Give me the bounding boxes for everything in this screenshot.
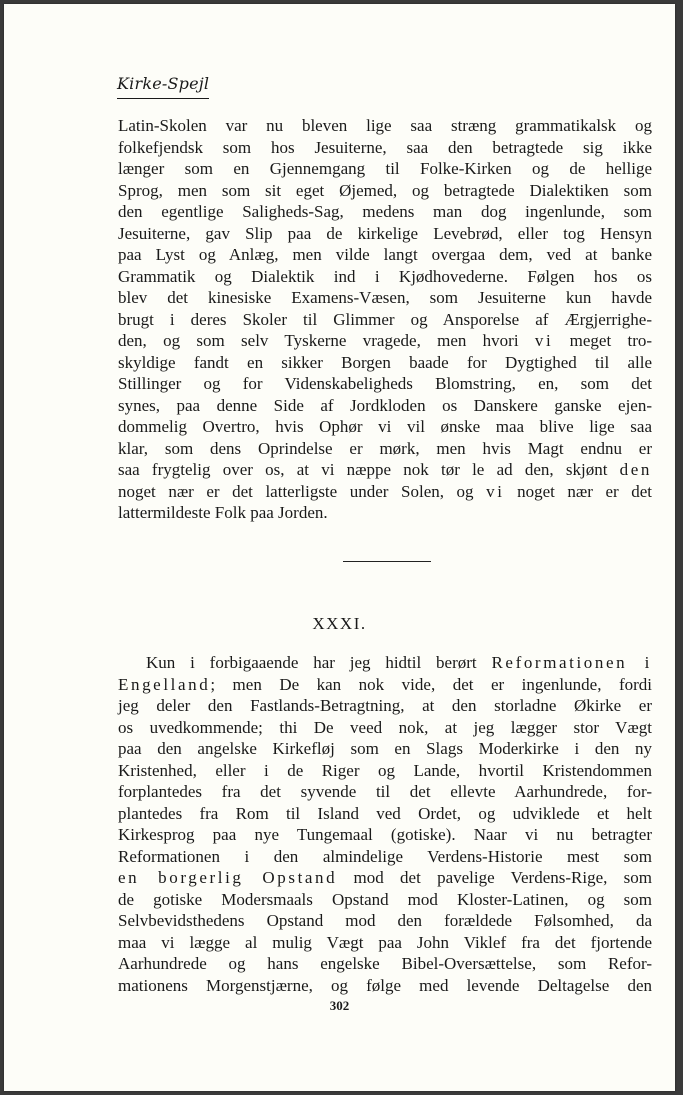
text-segment: saa frygtelig over os, at vi næppe nok tør le ad den, skjønt [118, 460, 608, 479]
text-line: mationens Morgenstjærne, og følge med levende Deltagelse den [118, 975, 652, 995]
text-line: maa vi lægge al mulig Vægt paa John Viklef fra det fjortende [118, 932, 652, 952]
text-line [118, 867, 652, 889]
text-line: forplantedes fra det syvende til det ellevte Aarhundrede, for- [118, 782, 652, 801]
text-line: Selvbevidsthedens Opstand mod den forældede Følsomhed, da [118, 911, 652, 930]
text-line: blev det kinesiske Examens-Væsen, som Jesuiterne kun havde [118, 288, 652, 307]
text-line [118, 652, 652, 674]
text-line: de gotiske Modersmaals Opstand mod Kloster-Latinen, og som [118, 889, 652, 909]
section-heading: XXXI. [312, 614, 367, 633]
text-line: Aarhundrede og hans engelske Bibel-Oversættelse, som Refor- [118, 954, 652, 973]
text-line: dommelig Overtro, hvis Ophør vi vil ønske maa blive lige saa [118, 417, 652, 436]
spaced-word: en borgerlig Opstand [118, 868, 338, 887]
text-line: paa den angelske Kirkefløj som en Slags Moderkirke i den ny [118, 739, 652, 758]
book-page [4, 4, 675, 1091]
spaced-word: Reformationen i [491, 653, 653, 672]
text-line: Jesuiterne, gav Slip paa de kirkelige Levebrød, eller tog Hensyn [118, 223, 652, 243]
text-line: jeg deler den Fastlands-Betragtning, at den storladne Økirke er [118, 696, 652, 715]
text-line: længer som en Gjennemgang til Folke-Kirken og de hellige [118, 159, 652, 178]
text-line: Kirkesprog paa nye Tungemaal (gotiske). Naar vi nu betragter [118, 825, 652, 844]
text-line: folkefjendsk som hos Jesuiterne, saa den betragtede sig ikke [118, 137, 652, 157]
text-line: Kristenhed, eller i de Riger og Lande, hvortil Kristendommen [118, 760, 652, 780]
text-line: Sprog, men som sit eget Øjemed, og betragtede Dialektiken som [118, 180, 652, 200]
text-line: Reformationen i den almindelige Verdens-Historie mest som [118, 846, 652, 866]
text-line: Grammatik og Dialektik ind i Kjødhovederne. Følgen hos os [118, 266, 652, 286]
text-line: Stillinger og for Videnskabeligheds Blomstring, en, som det [118, 374, 652, 393]
text-line: synes, paa denne Side af Jordkloden os Danskere ganske ejen- [118, 395, 652, 415]
text-line: plantedes fra Rom til Island ved Ordet, og udviklede et helt [118, 803, 652, 823]
spaced-word: Engelland [118, 674, 211, 694]
text-line [118, 674, 652, 696]
text-segment: meget tro- [569, 331, 653, 350]
paragraph-2 [118, 652, 652, 996]
text-segment: ; men De kan nok vide, det er ingenlunde, fordi [210, 674, 652, 694]
page-number: 302 [329, 998, 350, 1013]
text-line: klar, som dens Oprindelse er mørk, men hvis Magt endnu er [118, 438, 652, 458]
section-divider [343, 561, 431, 562]
text-line [118, 330, 652, 352]
text-line: paa Lyst og Anlæg, men vilde langt overgaa dem, ved at banke [118, 245, 652, 264]
text-segment: Kun i forbigaaende har jeg hidtil berørt [146, 653, 477, 672]
text-segment: noget nær er det latterligste under Solen, og [118, 481, 474, 501]
spaced-word: vi [534, 331, 554, 350]
paragraph-1 [118, 115, 652, 524]
text-segment: den, og som selv Tyskerne vragede, men hvori [118, 331, 519, 350]
text-segment: noget nær er det [517, 481, 653, 501]
spaced-word: vi [486, 481, 505, 501]
text-line: brugt i deres Skoler til Glimmer og Ansporelse af Ærgjerrighe- [118, 309, 652, 329]
text-line: den egentlige Saligheds-Sag, medens man dog ingenlunde, som [118, 202, 652, 221]
text-line [118, 481, 652, 503]
spaced-word: den [619, 460, 653, 479]
text-line [118, 459, 652, 481]
text-line: skyldige fandt en sikker Borgen baade for Dygtighed til alle [118, 352, 652, 372]
text-line: os uvedkommende; thi De veed nok, at jeg lægger stor Vægt [118, 717, 652, 737]
text-line: Latin-Skolen var nu bleven lige saa stræng grammatikalsk og [118, 116, 652, 135]
text-segment: mod det pavelige Verdens-Rige, som [353, 868, 653, 887]
running-head-underline [117, 98, 209, 99]
text-line: lattermildeste Folk paa Jorden. [118, 503, 328, 522]
running-head: Kirke-Spejl [117, 74, 210, 93]
